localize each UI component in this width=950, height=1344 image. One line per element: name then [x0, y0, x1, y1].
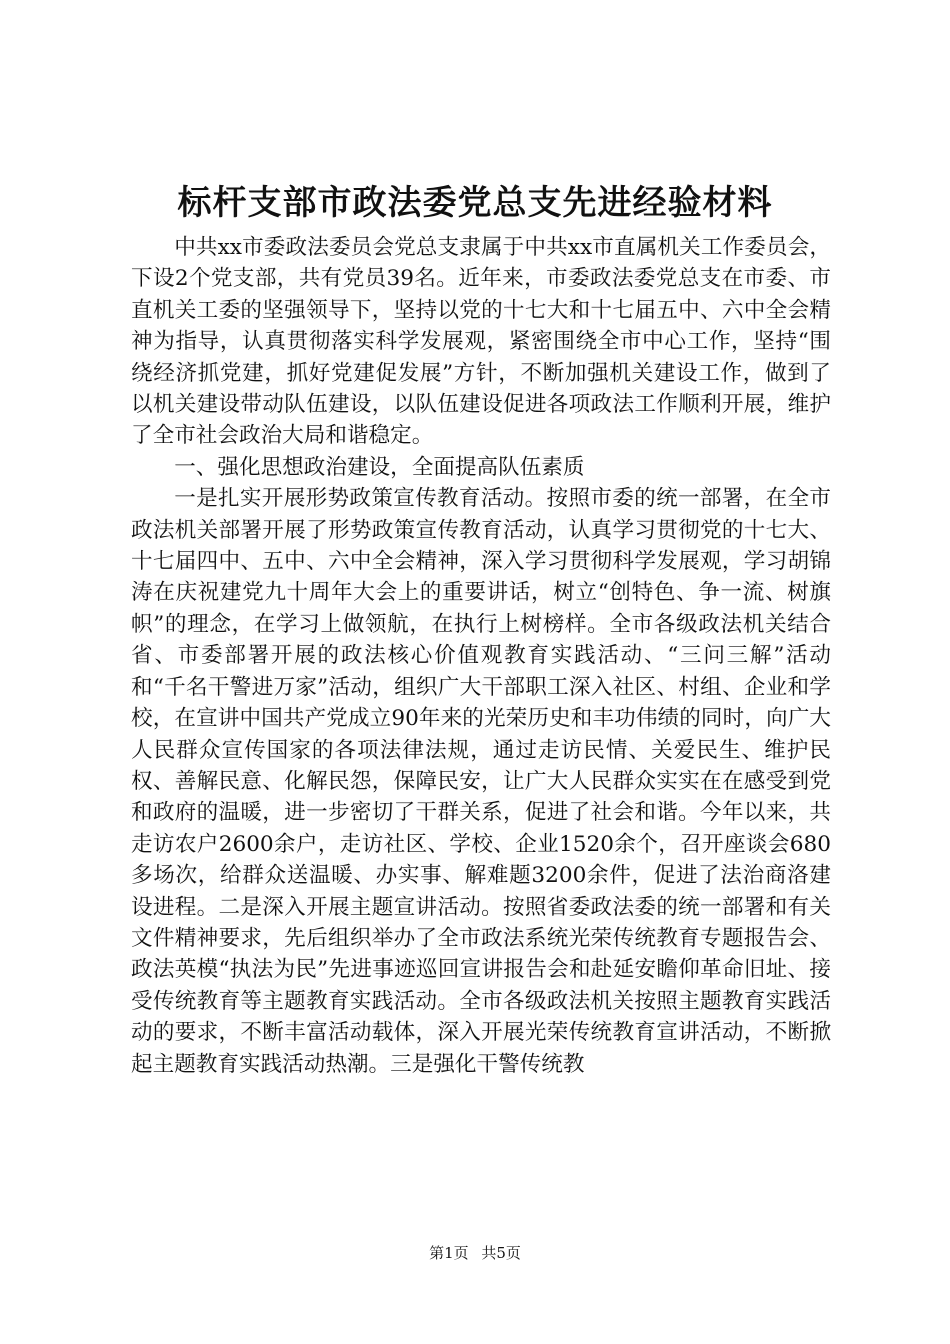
document-title: 标杆支部市政法委党总支先进经验材料 [177, 183, 773, 223]
page-total: 共5页 [481, 1244, 521, 1262]
paragraph-section-1: 一是扎实开展形势政策宣传教育活动。按照市委的统一部署，在全市政法机关部署开展了形势政策宣传教育活动，认真学习贯彻党的十七大、十七届四中、五中、六中全会精神，深入学习贯彻科学发展观，学习胡锦涛在庆祝建党九十周年大会上的重要讲话，树立“创特色、争一流、树旗帜”的理念，在学习上做领航，在执行上树榜样。全市各级政法机关结合省、市委部署开展的政法核心价值观教育实践活动、“三问三解”活动和“千名干警进万家”活动，组织广大干部职工深入社区、村组、企业和学校，在宣讲中国共产党成立90年来的光荣历史和丰功伟绩的同时，向广大人民群众宣传国家的各项法律法规，通过走访民情、关爱民生、维护民权、善解民意、化解民怨，保障民安，让广大人民群众实实在在感受到党和政府的温暖，进一步密切了干群关系，促进了社会和谐。今年以来，共走访农户2600余户，走访社区、学校、企业1520余个，召开座谈会680多场次，给群众送温暖、办实事、解难题3200余件，促进了法治商洛建设进程。二是深入开展主题宣讲活动。按照省委政法委的统一部署和有关文件精神要求，先后组织举办了全市政法系统光荣传统教育专题报告会、政法英模“执法为民”先进事迹巡回宣讲报告会和赴延安瞻仰革命旧址、接受传统教育等主题教育实践活动。全市各级政法机关按照主题教育实践活动的要求，不断丰富活动载体，深入开展光荣传统教育宣讲活动，不断掀起主题教育实践活动热潮。三是强化干警传统教 [131, 486, 831, 1077]
page-footer [0, 1243, 950, 1263]
section-heading-1: 一、强化思想政治建设，全面提高队伍素质 [174, 454, 585, 480]
page-number: 第1页 [429, 1244, 469, 1262]
paragraph-intro: 中共xx市委政法委员会党总支隶属于中共xx市直属机关工作委员会，下设2个党支部，共有党员39名。近年来，市委政法委党总支在市委、市直机关工委的坚强领导下，坚持以党的十七大和十七届五中、六中全会精神为指导，认真贯彻落实科学发展观，紧密围绕全市中心工作，坚持“围绕经济抓党建，抓好党建促发展”方针，不断加强机关建设工作，做到了以机关建设带动队伍建设，以队伍建设促进各项政法工作顺利开展，维护了全市社会政治大局和谐稳定。 [131, 235, 831, 449]
document-body [131, 232, 831, 1080]
